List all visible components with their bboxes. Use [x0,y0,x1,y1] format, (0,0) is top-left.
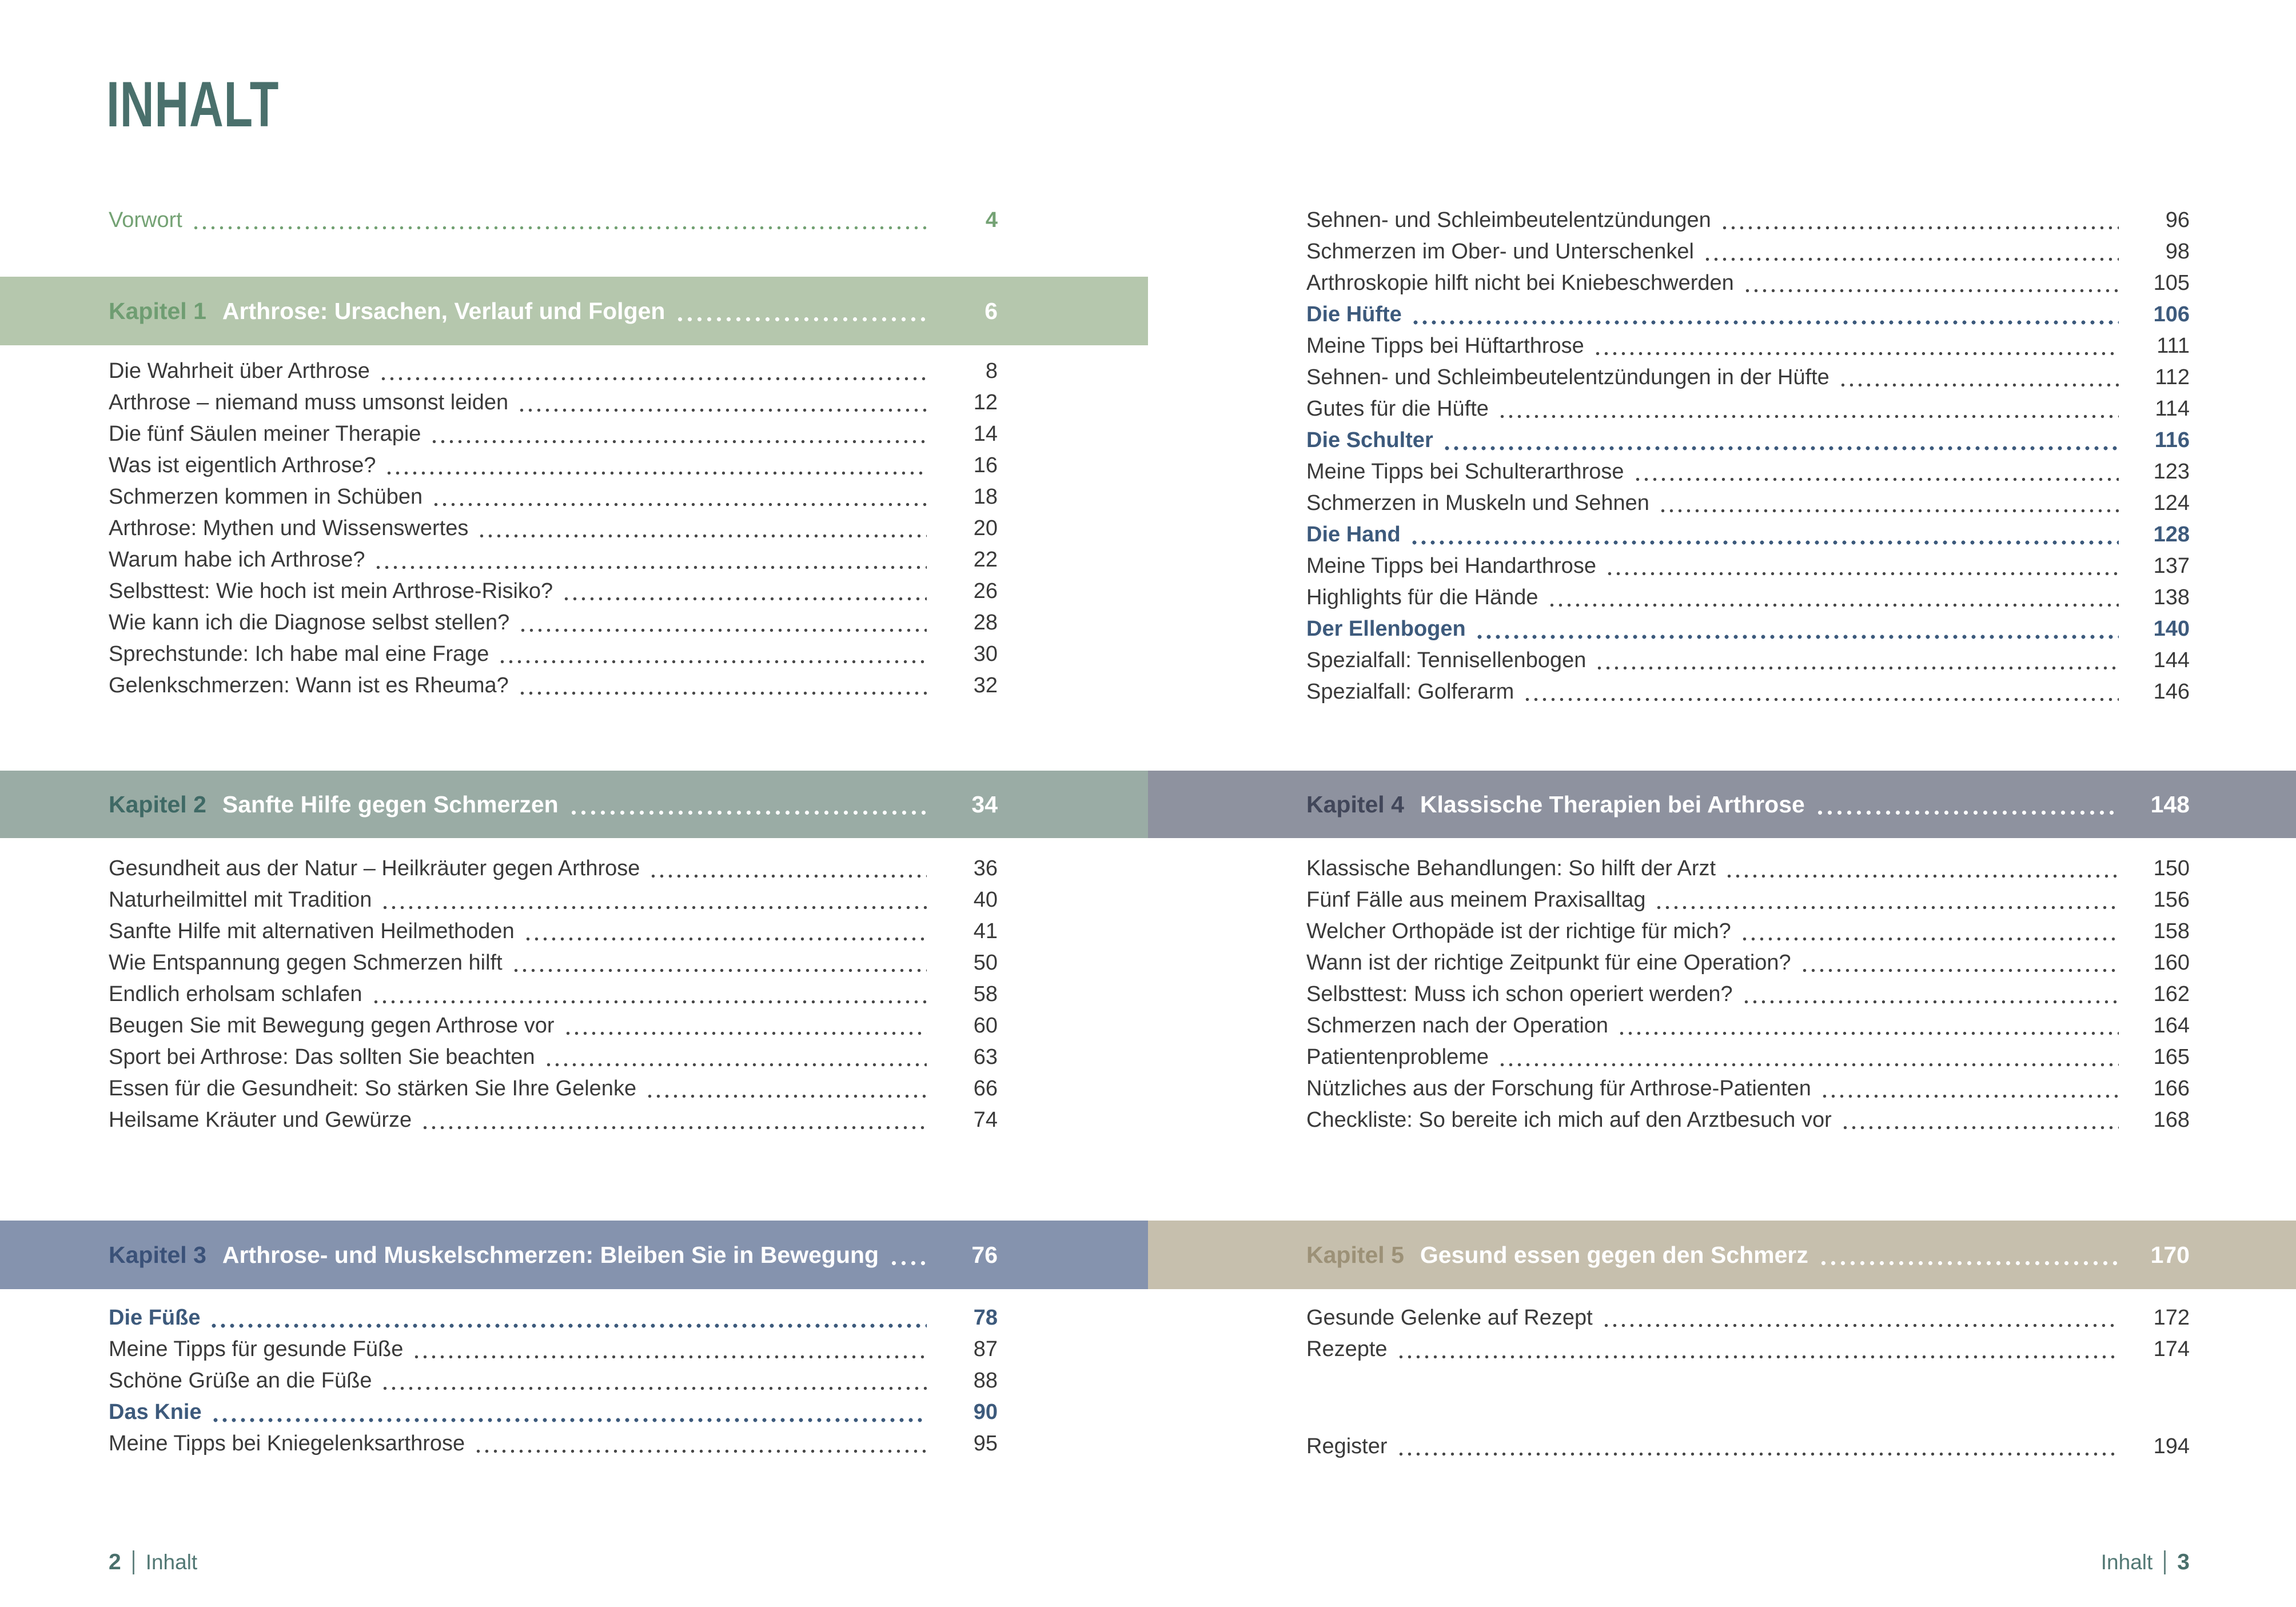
dot-leader [645,1073,927,1104]
entry-label: Beugen Sie mit Bewegung gegen Arthrose vor [109,1014,555,1038]
entry-page: 40 [973,888,998,912]
dot-leader [1725,853,2119,884]
footer-divider [133,1550,134,1574]
entry-page: 164 [2153,1014,2190,1038]
dot-leader [1659,488,2119,519]
entry-label: Der Ellenbogen [1306,617,1466,641]
entry-label: Selbsttest: Muss ich schon operiert werden? [1306,982,1733,1006]
dot-leader [1740,916,2119,947]
toc-entry [1306,979,2190,1010]
entry-page: 74 [973,1108,998,1132]
dot-leader [1593,330,2119,362]
toc-entry [109,418,998,450]
dot-leader [1743,268,2119,299]
entry-label: Meine Tipps bei Handarthrose [1306,554,1596,578]
dot-leader [1397,1431,2119,1462]
toc-entry [1306,884,2190,916]
entry-page: 63 [973,1045,998,1069]
entry-label: Wie kann ich die Diagnose selbst stellen? [109,611,510,635]
toc-entry [109,544,998,576]
dot-leader [889,1221,927,1289]
entry-page: 111 [2157,334,2190,358]
dot-leader [379,356,927,387]
toc-entry [1306,1104,2190,1136]
chapter5-label: Kapitel 5 [1306,1242,1404,1268]
entry-label: Gelenkschmerzen: Wann ist es Rheuma? [109,673,509,697]
entry-label: Meine Tipps bei Hüftarthrose [1306,334,1584,358]
chapter4-title: Klassische Therapien bei Arthrose [1420,791,1805,818]
toc-entry [109,639,998,670]
chapter1-page: 6 [984,298,998,324]
dot-leader [512,947,927,979]
entry-label: Selbsttest: Wie hoch ist mein Arthrose-Risiko? [109,579,553,603]
chapter2-page: 34 [971,791,998,818]
entry-label: Die Hand [1306,523,1401,547]
chapter2-band [0,771,1148,838]
toc-entry [1306,236,2190,268]
entry-page: 114 [2155,397,2190,421]
toc-entry [109,607,998,639]
toc-entry [1306,1073,2190,1104]
toc-entry [109,450,998,481]
dot-leader [1411,299,2119,330]
entry-page: 20 [973,516,998,540]
entry-label: Die Hüfte [1306,302,1402,326]
toc-entry [1306,947,2190,979]
entry-page: 66 [973,1076,998,1100]
toc-entry [109,1104,998,1136]
entry-label: Was ist eigentlich Arthrose? [109,453,376,477]
toc-entry [1306,488,2190,519]
dot-leader [1498,1042,2119,1073]
dot-leader [1655,884,2119,916]
entry-page: 22 [973,548,998,572]
entry-label: Sprechstunde: Ich habe mal eine Frage [109,642,489,666]
entry-label: Rezepte [1306,1337,1388,1361]
dot-leader [381,884,927,916]
dot-leader [1548,582,2119,613]
chapter1-band [0,277,1148,345]
toc-entry [1306,205,2190,236]
toc-entry [109,1073,998,1104]
dot-leader [477,513,927,544]
toc-entry [109,356,998,387]
entry-page: 95 [973,1431,998,1456]
entry-page: 98 [2165,240,2190,264]
entry-page: 124 [2153,491,2190,515]
entry-page: 166 [2153,1076,2190,1100]
dot-leader [569,771,927,838]
chapter5-band [1148,1221,2296,1289]
dot-leader [544,1042,927,1073]
chapter4-entries [1306,853,2190,1136]
entry-label: Patientenprobleme [1306,1045,1489,1069]
entry-page: 144 [2153,648,2190,672]
toc-entry [1306,582,2190,613]
dot-leader [1397,1334,2119,1365]
dot-leader [209,1302,927,1334]
toc-page-right [1148,0,2296,1607]
entry-label: Fünf Fälle aus meinem Praxisalltag [1306,888,1646,912]
chapter3-page: 76 [971,1242,998,1268]
entry-page: 26 [973,579,998,603]
entry-page: 4 [985,208,998,232]
entry-label: Arthrose – niemand muss umsonst leiden [109,390,509,414]
entry-page: 174 [2153,1337,2190,1361]
entry-label: Sport bei Arthrose: Das sollten Sie beachten [109,1045,535,1069]
toc-entry [1306,916,2190,947]
toc-entry [109,947,998,979]
toc-entry-section [1306,299,2190,330]
chapter1-label: Kapitel 1 [109,298,206,324]
entry-label: Die Wahrheit über Arthrose [109,359,370,383]
entry-page: 128 [2153,523,2190,547]
entry-label: Register [1306,1434,1388,1458]
entry-label: Welcher Orthopäde ist der richtige für mich? [1306,919,1731,943]
toc-entry [1306,1334,2190,1365]
entry-page: 16 [973,453,998,477]
dot-leader [498,639,927,670]
footer-page-number: 3 [2177,1549,2190,1574]
entry-page: 146 [2153,680,2190,704]
toc-entry-section [109,1302,998,1334]
toc-entry [1306,1302,2190,1334]
chapter3-entries-continued [1306,205,2190,708]
entry-label: Arthroskopie hilft nicht bei Kniebeschwerden [1306,271,1734,295]
chapter3-label: Kapitel 3 [109,1242,206,1268]
entry-page: 96 [2165,208,2190,232]
entry-label: Warum habe ich Arthrose? [109,548,365,572]
chapter1-entries [109,356,998,701]
entry-label: Meine Tipps bei Schulterarthrose [1306,460,1624,484]
entry-page: 32 [973,673,998,697]
chapter4-label: Kapitel 4 [1306,791,1404,818]
entry-page: 41 [973,919,998,943]
dot-leader [1720,205,2119,236]
dot-leader [1442,425,2119,456]
entry-label: Sanfte Hilfe mit alternativen Heilmethoden [109,919,515,943]
toc-entry [1306,676,2190,708]
entry-label: Schmerzen im Ober- und Unterschenkel [1306,240,1694,264]
dot-leader [1523,676,2119,708]
toc-entry [1306,362,2190,393]
entry-label: Sehnen- und Schleimbeutelentzündungen in der Hüfte [1306,365,1829,389]
dot-leader [430,418,927,450]
entry-page: 165 [2153,1045,2190,1069]
dot-leader [412,1334,927,1365]
entry-page: 106 [2153,302,2190,326]
entry-label: Vorwort [109,208,182,232]
footer-left [109,1546,197,1578]
entry-page: 150 [2153,856,2190,880]
dot-leader [675,277,927,345]
dot-leader [1841,1104,2119,1136]
chapter5-entries [1306,1302,2190,1365]
chapter1-title: Arthrose: Ursachen, Verlauf und Folgen [222,298,665,324]
dot-leader [1498,393,2119,425]
entry-page: 50 [973,951,998,975]
toc-entry [1306,551,2190,582]
toc-entry [109,1042,998,1073]
entry-label: Die fünf Säulen meiner Therapie [109,422,421,446]
entry-label: Arthrose: Mythen und Wissenswertes [109,516,469,540]
entry-page: 112 [2155,365,2190,389]
dot-leader [1839,362,2119,393]
toc-entry [1306,330,2190,362]
toc-entry [109,853,998,884]
toc-entry [109,387,998,418]
entry-page: 160 [2153,951,2190,975]
toc-entry [1306,1010,2190,1042]
chapter3-band [0,1221,1148,1289]
dot-leader [432,481,927,513]
entry-label: Checkliste: So bereite ich mich auf den Arztbesuch vor [1306,1108,1832,1132]
toc-entry [109,884,998,916]
entry-page: 137 [2153,554,2190,578]
footer-divider [2164,1550,2166,1574]
dot-leader [1703,236,2119,268]
chapter2-label: Kapitel 2 [109,791,206,818]
entry-page: 156 [2153,888,2190,912]
entry-page: 140 [2153,617,2190,641]
toc-entry-section [1306,425,2190,456]
dot-leader [1605,551,2119,582]
entry-label: Spezialfall: Golferarm [1306,680,1514,704]
chapter4-band [1148,771,2296,838]
footer-label: Inhalt [145,1550,198,1574]
dot-leader [474,1428,927,1460]
dot-leader [524,916,927,947]
entry-label: Das Knie [109,1400,202,1424]
toc-entry-register [1306,1431,2190,1462]
entry-label: Endlich erholsam schlafen [109,982,362,1006]
entry-page: 194 [2153,1434,2190,1458]
entry-page: 88 [973,1369,998,1393]
entry-page: 158 [2153,919,2190,943]
toc-entry [109,670,998,701]
dot-leader [564,1010,927,1042]
dot-leader [1820,1073,2119,1104]
entry-label: Gesunde Gelenke auf Rezept [1306,1306,1593,1330]
dot-leader [1410,519,2119,551]
dot-leader [1742,979,2119,1010]
toc-entry [109,576,998,607]
entry-page: 90 [973,1400,998,1424]
footer-page-number: 2 [109,1549,121,1574]
dot-leader [421,1104,927,1136]
entry-label: Gutes für die Hüfte [1306,397,1489,421]
entry-page: 116 [2154,428,2190,452]
dot-leader [381,1365,927,1397]
toc-entry [1306,456,2190,488]
toc-entry [109,1428,998,1460]
toc-entry [109,1365,998,1397]
entry-label: Spezialfall: Tennisellenbogen [1306,648,1587,672]
entry-page: 105 [2153,271,2190,295]
entry-page: 78 [973,1306,998,1330]
toc-entry-section [1306,519,2190,551]
dot-leader [385,450,927,481]
toc-entry-section [1306,613,2190,645]
chapter5-title: Gesund essen gegen den Schmerz [1420,1242,1808,1268]
entry-page: 18 [973,485,998,509]
entry-page: 58 [973,982,998,1006]
chapter3-entries [109,1302,998,1460]
page-title: INHALT [106,69,280,140]
dot-leader [519,607,927,639]
dot-leader [518,670,927,701]
entry-page: 172 [2153,1306,2190,1330]
entry-label: Wann ist der richtige Zeitpunkt für eine Operation? [1306,951,1791,975]
dot-leader [1633,456,2119,488]
dot-leader [562,576,927,607]
entry-label: Highlights für die Hände [1306,585,1538,609]
entry-page: 12 [973,390,998,414]
entry-label: Klassische Behandlungen: So hilft der Arzt [1306,856,1716,880]
entry-label: Gesundheit aus der Natur – Heilkräuter gegen Arthrose [109,856,640,880]
dot-leader [1800,947,2119,979]
toc-entry [109,481,998,513]
dot-leader [1475,613,2119,645]
entry-page: 123 [2153,460,2190,484]
footer-label: Inhalt [2100,1550,2153,1574]
dot-leader [649,853,927,884]
dot-leader [192,205,927,236]
dot-leader [1617,1010,2119,1042]
dot-leader [517,387,927,418]
entry-label: Schmerzen kommen in Schüben [109,485,423,509]
entry-page: 138 [2153,585,2190,609]
entry-page: 162 [2153,982,2190,1006]
chapter2-entries [109,853,998,1136]
entry-page: 8 [985,359,998,383]
entry-label: Sehnen- und Schleimbeutelentzündungen [1306,208,1711,232]
toc-entry [1306,853,2190,884]
toc-entry [1306,1042,2190,1073]
toc-entry [1306,268,2190,299]
entry-page: 60 [973,1014,998,1038]
entry-label: Die Schulter [1306,428,1433,452]
entry-page: 168 [2153,1108,2190,1132]
dot-leader [374,544,927,576]
entry-label: Schmerzen in Muskeln und Sehnen [1306,491,1649,515]
dot-leader [1595,645,2119,676]
dot-leader [1602,1302,2119,1334]
entry-label: Meine Tipps bei Kniegelenksarthrose [109,1431,465,1456]
toc-entry [109,916,998,947]
entry-label: Essen für die Gesundheit: So stärken Sie Ihre Gelenke [109,1076,637,1100]
toc-entry-section [109,1397,998,1428]
entry-label: Naturheilmittel mit Tradition [109,888,372,912]
toc-entry [1306,645,2190,676]
entry-label: Schmerzen nach der Operation [1306,1014,1609,1038]
entry-page: 28 [973,611,998,635]
entry-label: Wie Entspannung gegen Schmerzen hilft [109,951,503,975]
toc-entry [109,979,998,1010]
entry-label: Schöne Grüße an die Füße [109,1369,372,1393]
entry-label: Die Füße [109,1306,201,1330]
toc-entry [1306,393,2190,425]
entry-page: 36 [973,856,998,880]
entry-page: 14 [973,422,998,446]
entry-label: Meine Tipps für gesunde Füße [109,1337,404,1361]
toc-entry-vorwort [109,205,998,236]
dot-leader [211,1397,927,1428]
entry-page: 30 [973,642,998,666]
chapter3-title: Arthrose- und Muskelschmerzen: Bleiben Sie in Bewegung [222,1242,879,1268]
toc-entry [109,1334,998,1365]
entry-label: Nützliches aus der Forschung für Arthrose-Patienten [1306,1076,1811,1100]
chapter2-title: Sanfte Hilfe gegen Schmerzen [222,791,559,818]
dot-leader [372,979,927,1010]
footer-right [1306,1546,2190,1578]
chapter4-page: 148 [2150,791,2190,818]
dot-leader [1815,771,2119,838]
chapter5-page: 170 [2150,1242,2190,1268]
entry-label: Heilsame Kräuter und Gewürze [109,1108,412,1132]
toc-entry [109,513,998,544]
toc-entry [109,1010,998,1042]
dot-leader [1819,1221,2119,1289]
entry-page: 87 [973,1337,998,1361]
